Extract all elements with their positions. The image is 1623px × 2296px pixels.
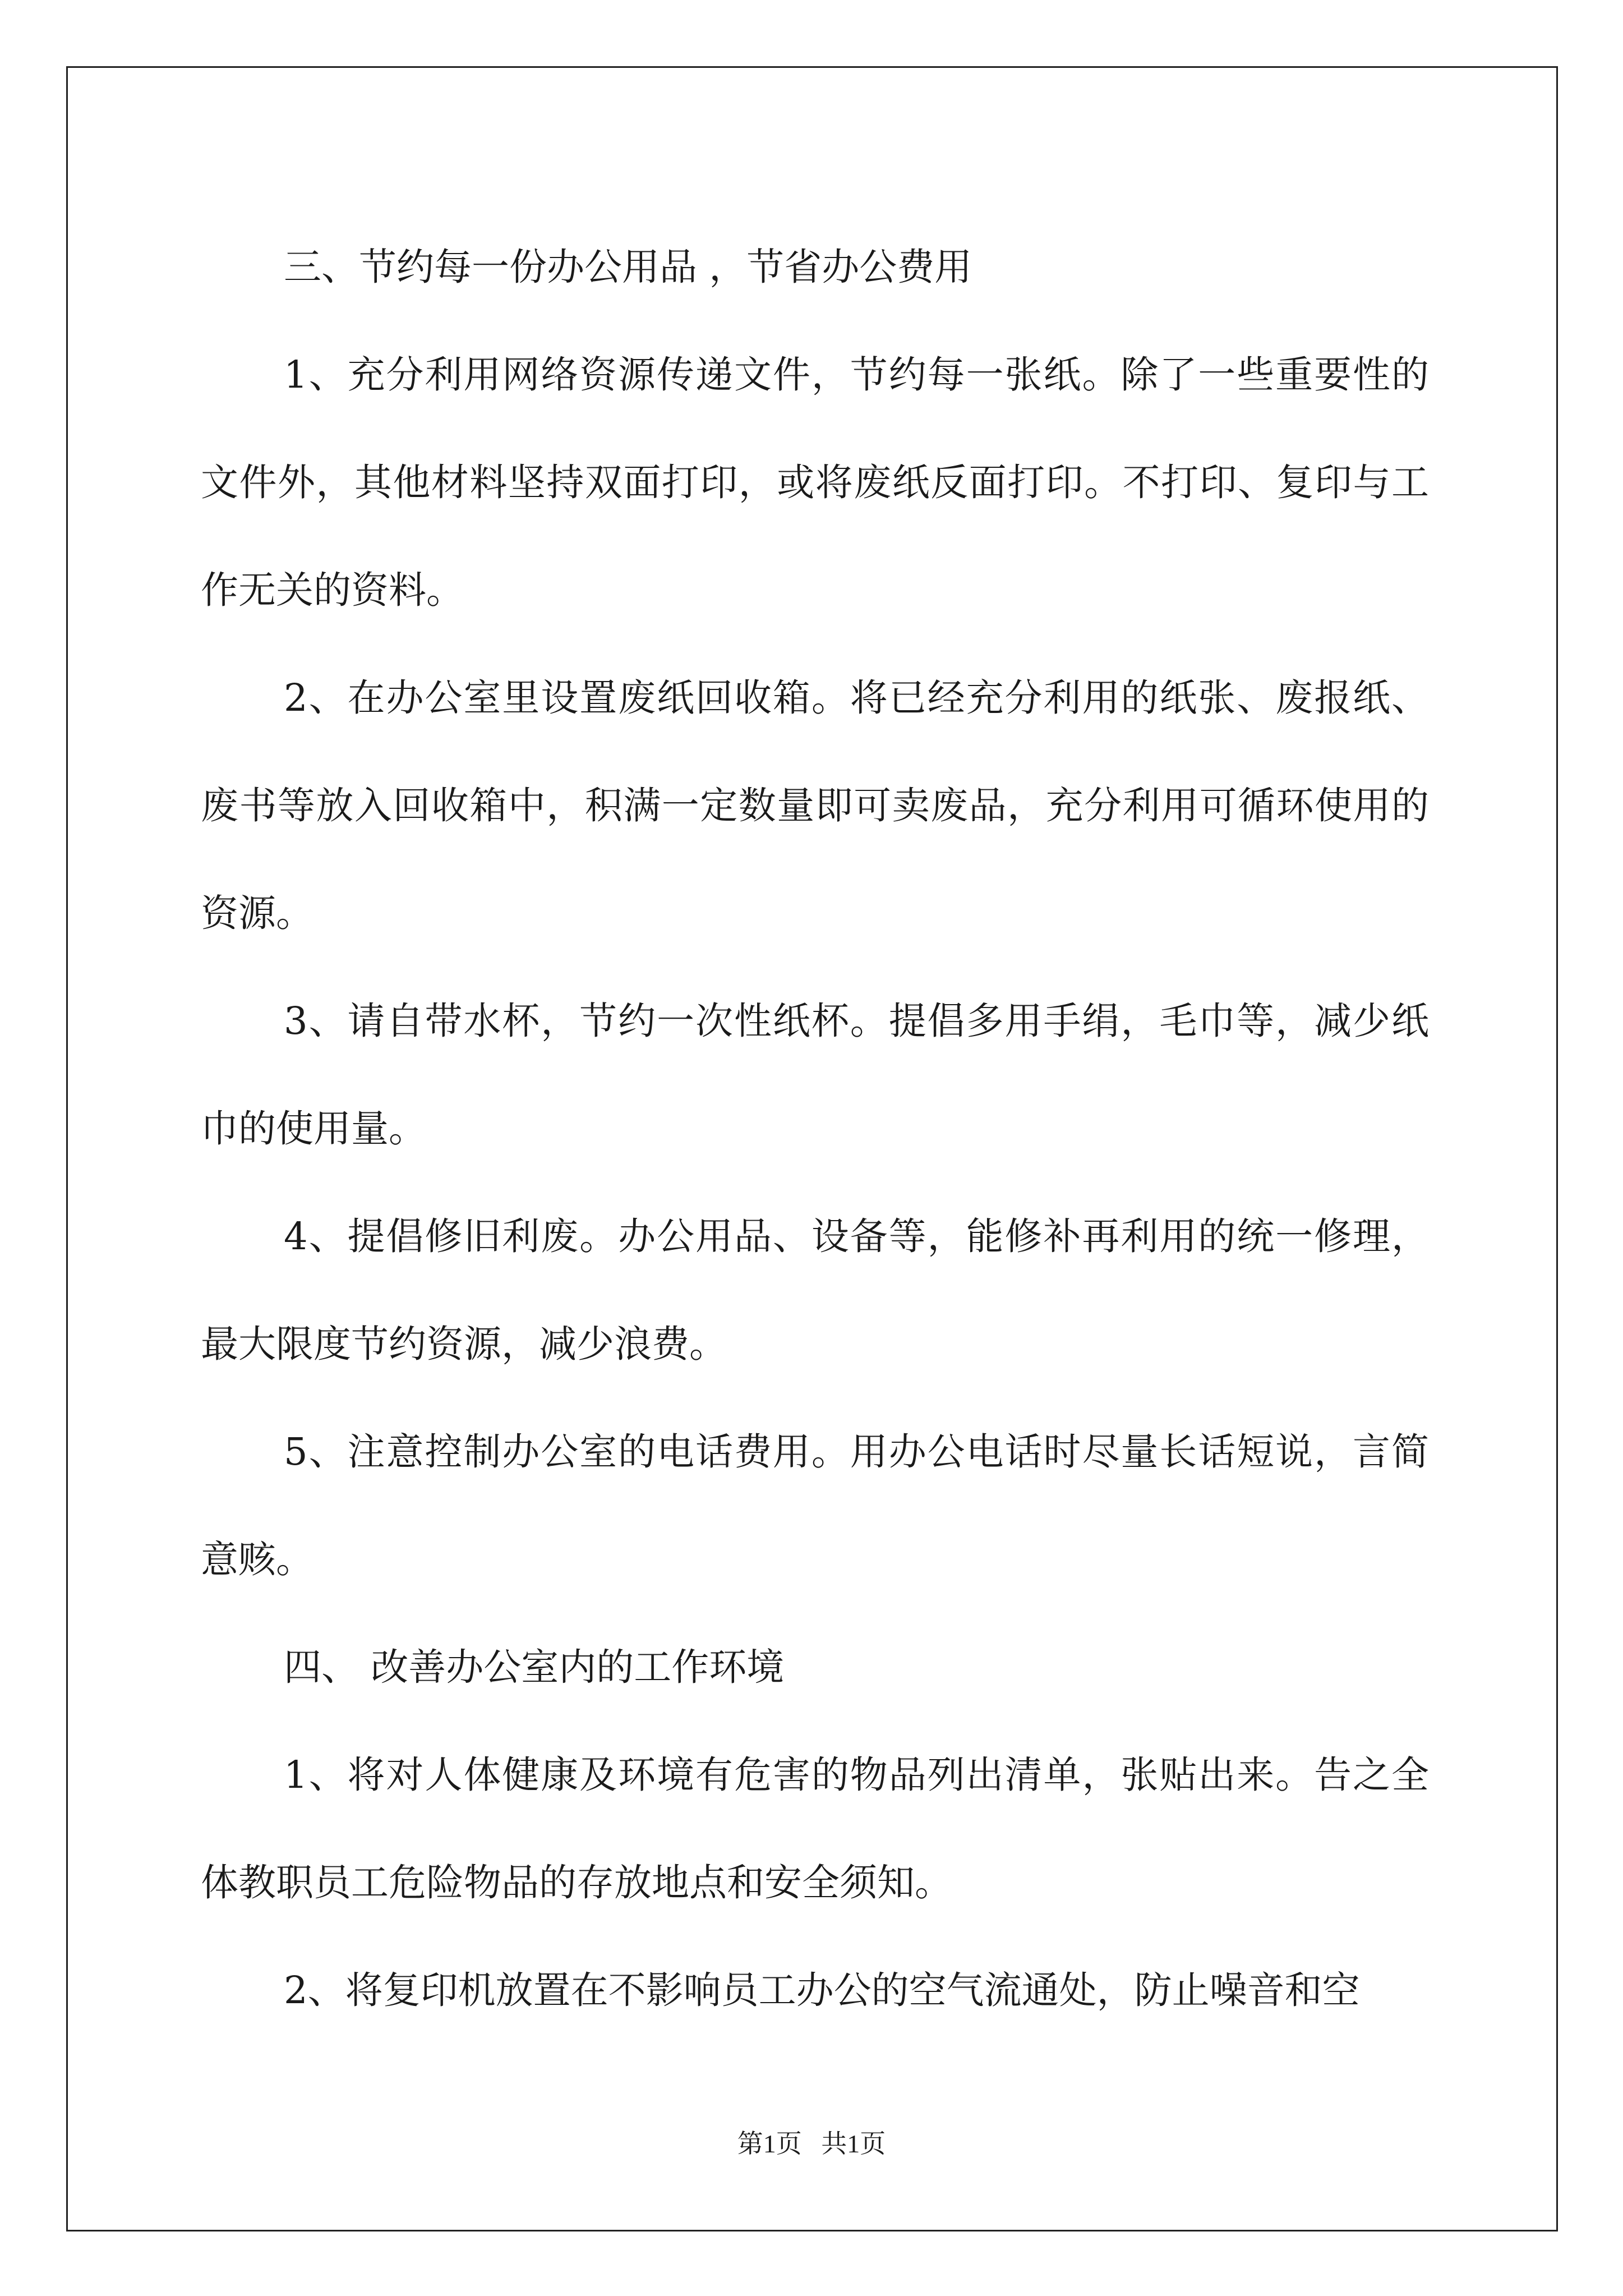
paragraph-item-1-section-4: 1、将对人体健康及环境有危害的物品列出清单，张贴出来。告之全体教职员工危险物品的存放地点和安全须知。 <box>201 1753 1429 1904</box>
paragraph-item-2-section-4: 2、将复印机放置在不影响员工办公的空气流通处，防止噪音和空 <box>284 1968 1360 2012</box>
paragraph-item-5: 5、注意控制办公室的电话费用。用办公电话时尽量长话短说，言简意赅。 <box>201 1430 1429 1581</box>
paragraph-item-4: 4、提倡修旧利废。办公用品、设备等，能修补再利用的统一修理，最大限度节约资源，减少浪费。 <box>201 1214 1429 1366</box>
page-number-footer: 第1页 共1页 <box>737 2129 886 2158</box>
document-body <box>201 213 1429 2044</box>
paragraph-item-3: 3、请自带水杯，节约一次性纸杯。提倡多用手绢，毛巾等，减少纸巾的使用量。 <box>201 999 1429 1151</box>
paragraph-item-2: 2、在办公室里设置废纸回收箱。将已经充分利用的纸张、废报纸、废书等放入回收箱中，积满一定数量即可卖废品，充分利用可循环使用的资源。 <box>201 676 1429 935</box>
section-heading-3: 三、节约每一份办公用品 ，节省办公费用 <box>284 245 972 289</box>
section-heading-4: 四、 改善办公室内的工作环境 <box>284 1645 785 1689</box>
paragraph-item-1: 1、充分利用网络资源传递文件，节约每一张纸。除了一些重要性的文件外，其他材料坚持双面打印，或将废纸反面打印。不打印、复印与工作无关的资料。 <box>201 353 1429 612</box>
